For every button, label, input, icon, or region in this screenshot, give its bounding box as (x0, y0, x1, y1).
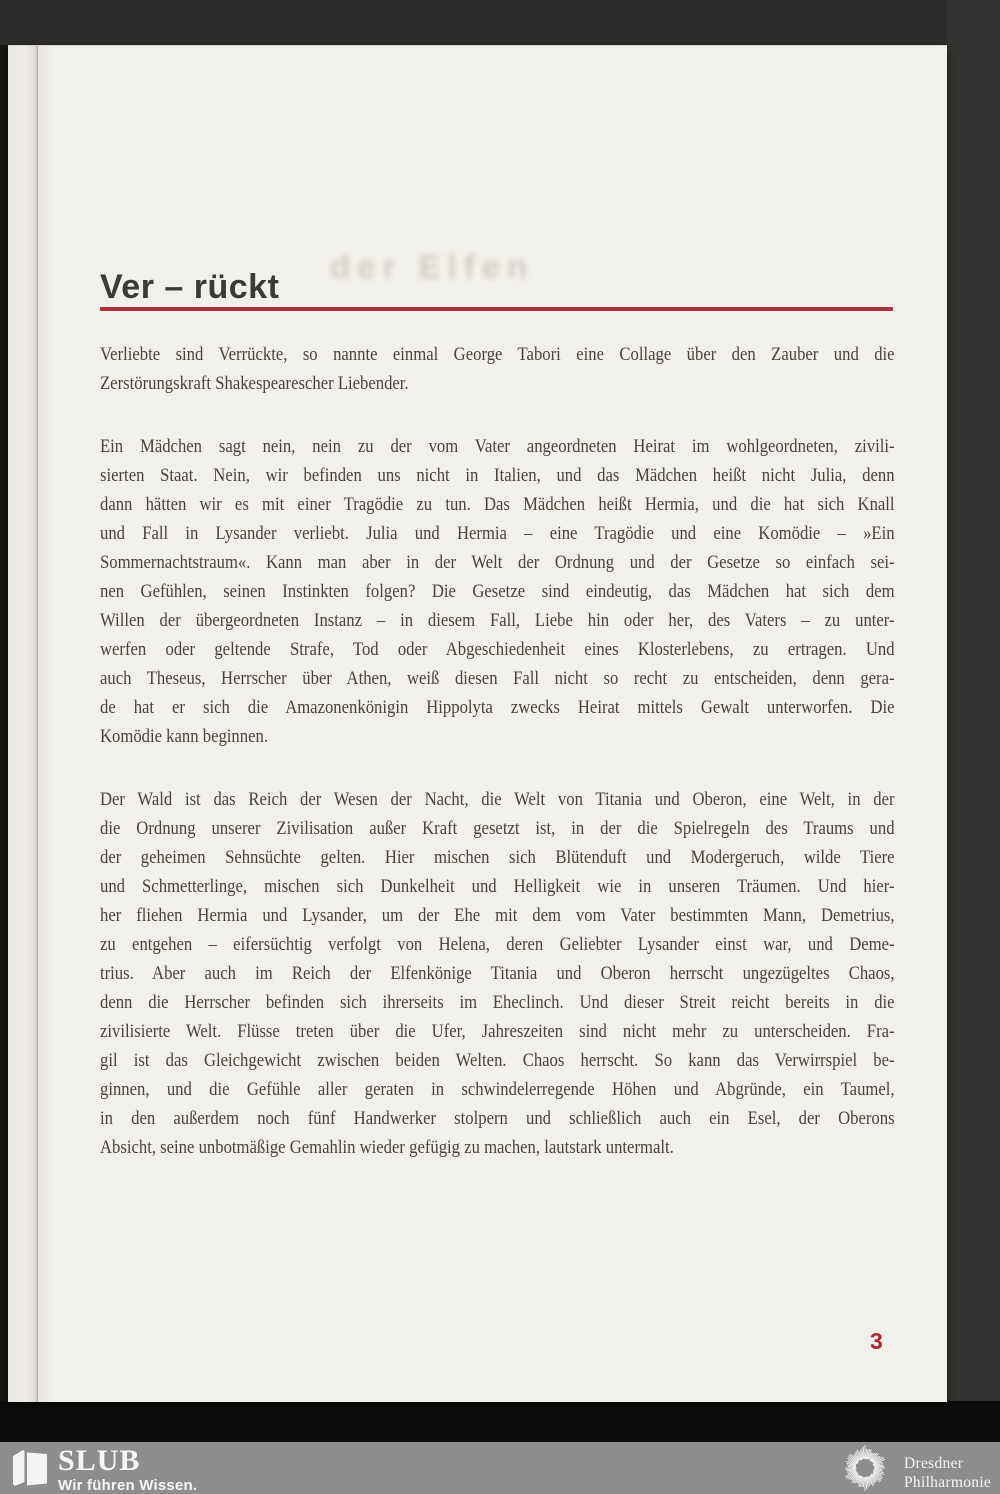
text-line: dann hätten wir es mit einer Tragödie zu tun. Das Mädchen heißt Hermia, und die hat sich Knall (100, 494, 895, 515)
text-line: Der Wald ist das Reich der Wesen der Nacht, die Welt von Titania und Oberon, eine Welt, in der (100, 789, 895, 810)
page-edge-strip (8, 46, 38, 1402)
starburst-icon (840, 1443, 890, 1493)
title-rule (100, 307, 893, 311)
backdrop-bottom (0, 1401, 1000, 1442)
text-line: zivilisierte Welt. Flüsse treten über die Ufer, Jahreszeiten sind nicht mehr zu unterscheiden. Fra- (100, 1021, 895, 1042)
body-paragraph (100, 785, 895, 1162)
text-line: und Fall in Lysander verliebt. Julia und Hermia – eine Tragödie und eine Komödie – »Ein (100, 523, 895, 544)
page-number: 3 (870, 1328, 884, 1354)
text-line: auch Theseus, Herrscher über Athen, weiß diesen Fall nicht so recht zu entscheiden, denn gera- (100, 668, 895, 689)
text-line: Absicht, seine unbotmäßige Gemahlin wieder gefügig zu machen, lautstark untermalt. (100, 1137, 674, 1158)
philharmonie-line1: Dresdner (904, 1455, 964, 1472)
text-line: Zerstörungskraft Shakespearescher Liebender. (100, 373, 409, 394)
text-line: der geheimen Sehnsüchte gelten. Hier mischen sich Blütenduft und Modergeruch, wilde Tiere (100, 847, 895, 868)
philharmonie-line2: Philharmonie (904, 1474, 992, 1491)
text-line: her fliehen Hermia und Lysander, um der Ehe mit dem vom Vater bestimmten Mann, Demetrius, (100, 905, 895, 926)
text-line: denn die Herrscher befinden sich ihrerseits im Eheclinch. Und dieser Streit reicht bereits in die (100, 992, 895, 1013)
text-line: ginnen, und die Gefühle aller geraten in schwindelerregende Höhen und Abgründe, ein Taumel, (100, 1079, 895, 1100)
text-line: Sommernachtstraum«. Kann man aber in der Welt der Ordnung und der Gesetze so einfach sei- (100, 552, 895, 573)
text-line: die Ordnung unserer Zivilisation außer Kraft gesetzt ist, in der die Spielregeln des Traums und (100, 818, 895, 839)
text-line: in den außerdem noch fünf Handwerker stolpern und schließlich auch ein Esel, der Oberons (100, 1108, 895, 1129)
scanned-page (8, 45, 947, 1402)
dresdner-philharmonie-logo (840, 1443, 991, 1493)
open-book-icon (10, 1447, 50, 1487)
slub-tagline: Wir führen Wissen. (58, 1477, 198, 1494)
text-line: Ein Mädchen sagt nein, nein zu der vom Vater angeordneten Heirat im wohlgeordneten, zivili- (100, 436, 895, 457)
viewer-footer-bar (0, 1442, 1000, 1494)
backdrop-right (947, 0, 1000, 1442)
page-title: Ver – rückt (100, 267, 280, 306)
text-line: gil ist das Gleichgewicht zwischen beiden Welten. Chaos herrscht. So kann das Verwirrspiel be- (100, 1050, 895, 1071)
body-paragraph (100, 340, 895, 398)
philharmonie-text (904, 1454, 991, 1493)
text-line: Verliebte sind Verrückte, so nannte einmal George Tabori eine Collage über den Zauber und die (100, 344, 895, 365)
backdrop-left (0, 45, 8, 1401)
page-fold-shadow (38, 46, 54, 1402)
bleed-through-text: der Elfen (330, 248, 535, 285)
body-paragraph (100, 432, 895, 751)
text-line: de hat er sich die Amazonenkönigin Hippolyta zwecks Heirat mittels Gewalt unterworfen. Die (100, 697, 895, 718)
slub-logo (10, 1446, 197, 1494)
text-line: Komödie kann beginnen. (100, 726, 268, 747)
text-line: sierten Staat. Nein, wir befinden uns nicht in Italien, und das Mädchen heißt nicht Julia, denn (100, 465, 895, 486)
slub-text (58, 1446, 197, 1494)
text-line: zu entgehen – eifersüchtig verfolgt von Helena, deren Geliebter Lysander einst war, und Deme- (100, 934, 895, 955)
text-line: Willen der übergeordneten Instanz – in diesem Fall, Liebe hin oder her, des Vaters – zu unter- (100, 610, 895, 631)
text-line: und Schmetterlinge, mischen sich Dunkelheit und Helligkeit wie in unseren Träumen. Und hier- (100, 876, 895, 897)
body-text (100, 340, 895, 1196)
text-line: nen Gefühlen, seinen Instinkten folgen? Die Gesetze sind eindeutig, das Mädchen hat sich dem (100, 581, 895, 602)
text-line: werfen oder geltende Strafe, Tod oder Abgeschiedenheit eines Klosterlebens, zu ertragen. Und (100, 639, 895, 660)
slub-name: SLUB (58, 1444, 141, 1477)
text-line: trius. Aber auch im Reich der Elfenkönige Titania und Oberon herrscht ungezügeltes Chaos, (100, 963, 895, 984)
